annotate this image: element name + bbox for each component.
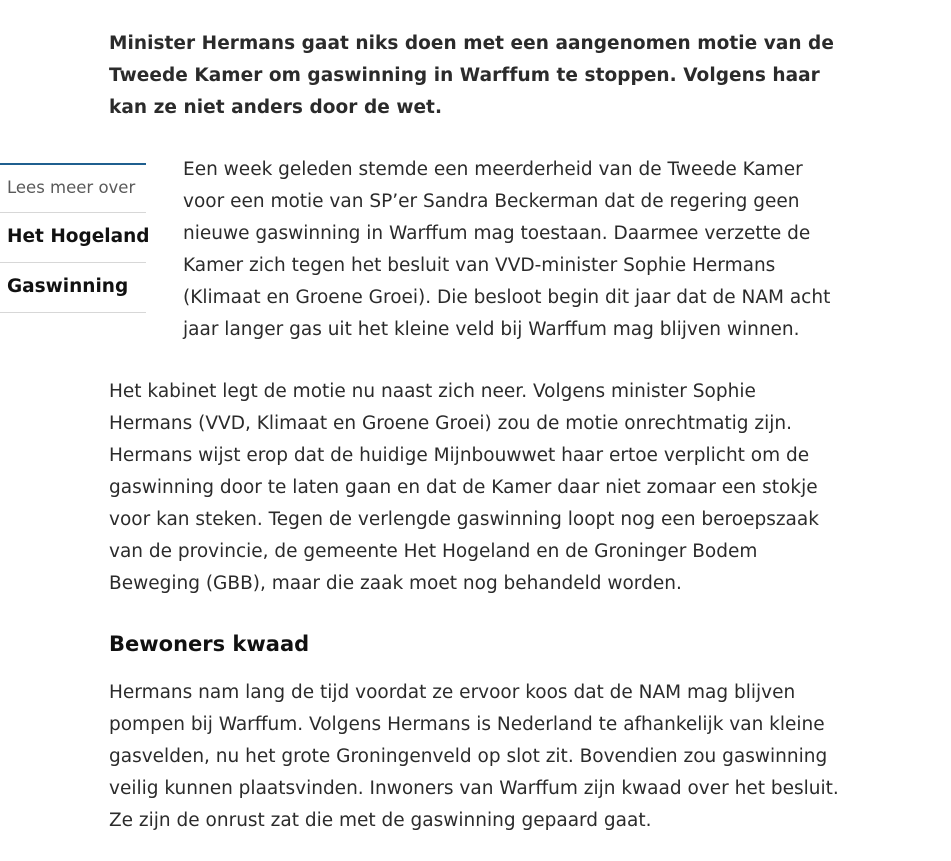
related-topics-title: Lees meer over — [0, 165, 146, 213]
section-heading: Bewoners kwaad — [109, 632, 310, 656]
article-paragraph: Een week geleden stemde een meerderheid van de Tweede Kamer voor een motie van SP’er Sandra Beckerman dat de regering geen nieuwe gaswinning in Warffum mag toestaan. Daarmee verzette de Kamer zich tegen het besluit van VVD-minister Sophie Hermans (Klimaat en Groene Groei). Die besloot begin dit jaar dat de NAM acht jaar langer gas uit het kleine veld bij Warffum mag blijven winnen. — [183, 159, 831, 340]
article-paragraph: Het kabinet legt de motie nu naast zich neer. Volgens minister Sophie Hermans (VVD, Klimaat en Groene Groei) zou de motie onrechtmatig zijn. Hermans wijst erop dat de huidige Mijnbouwwet haar ertoe verplicht om de gaswinning door te laten gaan en dat de Kamer daar niet zomaar een stokje voor kan steken. Tegen de verlengde gaswinning loopt nog een beroepszaak van de provincie, de gemeente Het Hogeland en de Groninger Bodem Beweging (GBB), maar die zaak moet nog behandeld worden. — [109, 381, 819, 594]
related-topics-box — [0, 163, 150, 313]
article-intro: Minister Hermans gaat niks doen met een aangenomen motie van de Tweede Kamer om gaswinning in Warffum te stoppen. Volgens haar kan ze niet anders door de wet. — [109, 33, 834, 118]
related-link-gaswinning[interactable]: Gaswinning — [0, 263, 146, 313]
related-link-het-hogeland[interactable]: Het Hogeland — [0, 213, 146, 263]
article-paragraph: Hermans nam lang de tijd voordat ze ervoor koos dat de NAM mag blijven pompen bij Warffum. Volgens Hermans is Nederland te afhankelijk van kleine gasvelden, nu het grote Groningenveld op slot zit. Bovendien zou gaswinning veilig kunnen plaatsvinden. Inwoners van Warffum zijn kwaad over het besluit. Ze zijn de onrust zat die met de gaswinning gepaard gaat. — [109, 682, 839, 831]
